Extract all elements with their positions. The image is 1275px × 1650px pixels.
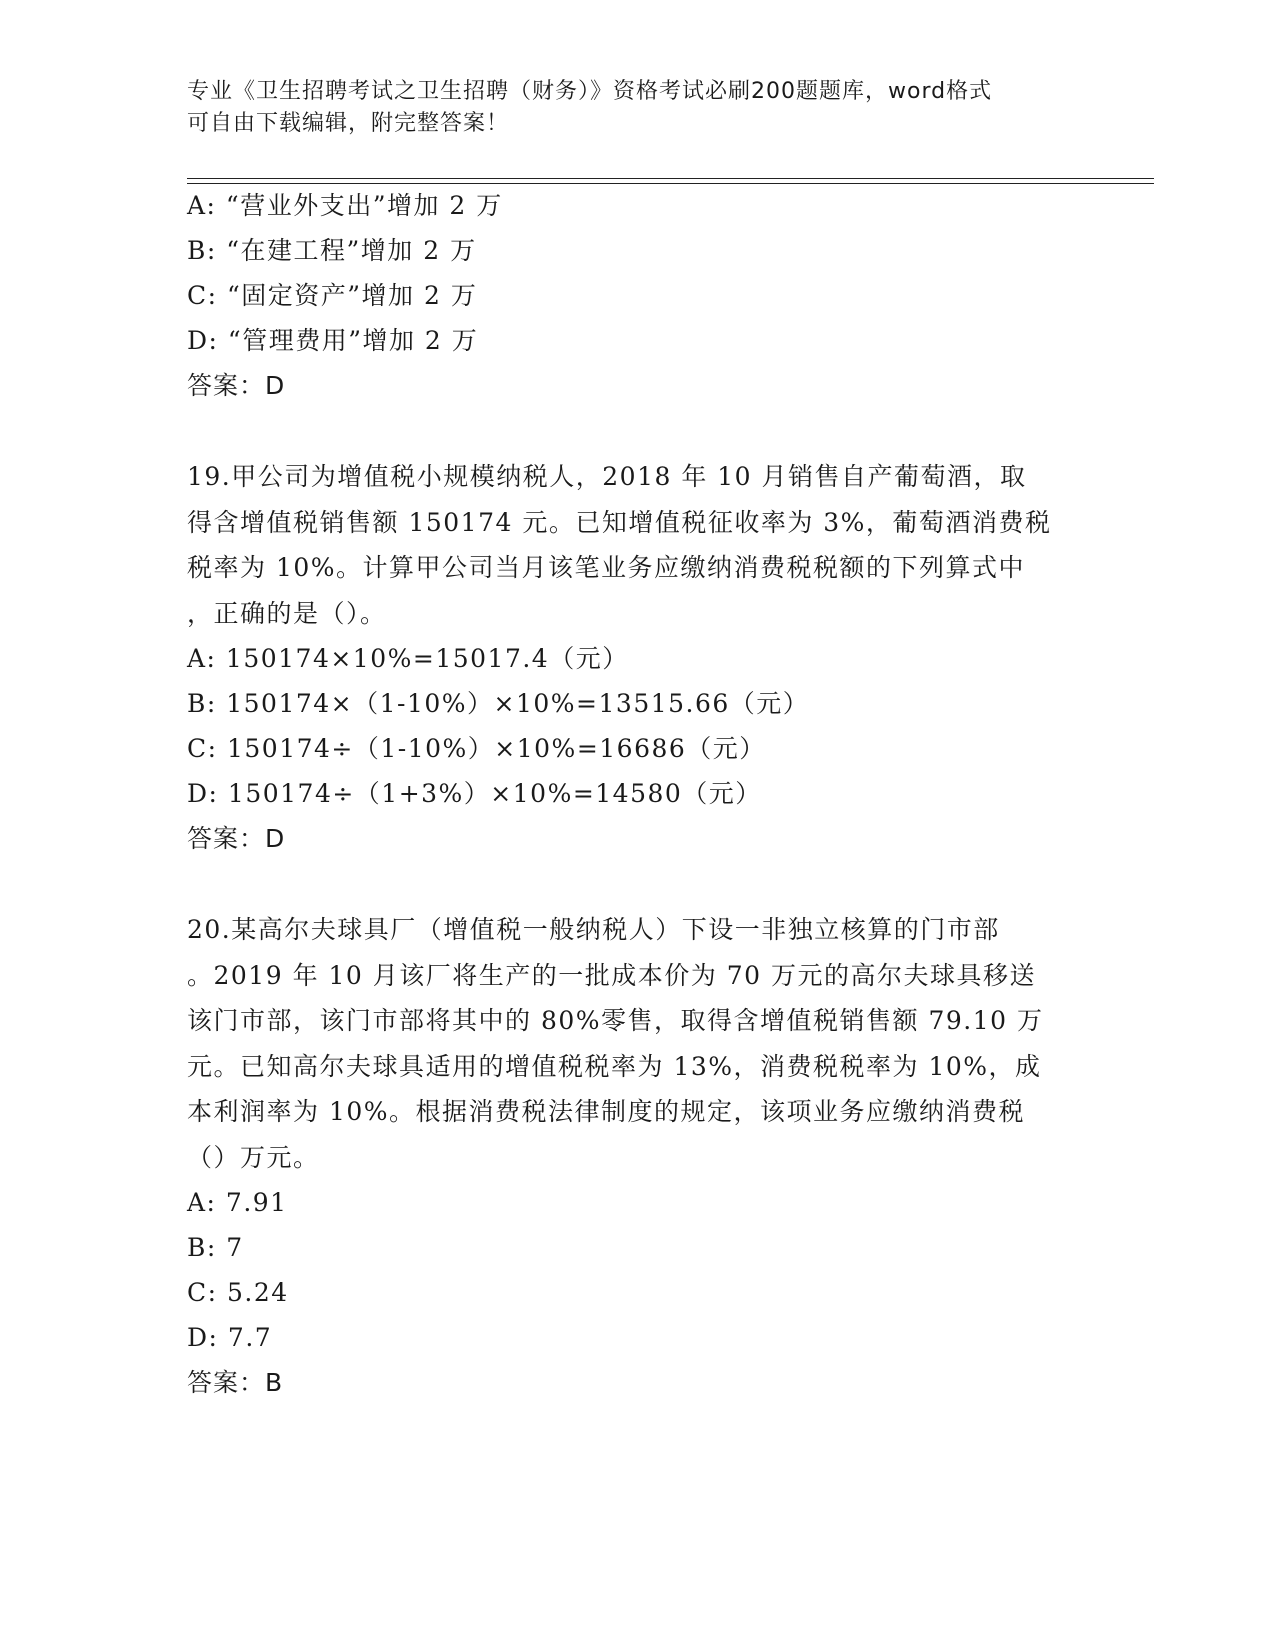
q18-option-b: B: “在建工程”增加 2 万: [187, 236, 477, 265]
q20-stem-line: （）万元。: [187, 1142, 320, 1172]
header-title-line-1: 专业《卫生招聘考试之卫生招聘（财务）》资格考试必刷200题题库，word格式: [187, 79, 993, 104]
q19-stem: [187, 454, 1087, 636]
q19-stem-line: 19.甲公司为增值税小规模纳税人，2018 年 10 月销售自产葡萄酒，取: [187, 462, 1027, 491]
q19-stem-line: ，正确的是（）。: [187, 598, 387, 628]
q19-answer: 答案：D: [187, 824, 286, 853]
q20-option-a: A: 7.91: [187, 1188, 288, 1217]
q18-option-a: A: “营业外支出”增加 2 万: [187, 191, 503, 220]
q18-option-c: C: “固定资产”增加 2 万: [187, 281, 478, 310]
q20-stem: [187, 907, 1087, 1180]
q20-stem-line: 20.某高尔夫球具厂（增值税一般纳税人）下设一非独立核算的门市部: [187, 915, 1000, 944]
q19-option-d: D: 150174÷（1+3%）×10%=14580（元）: [187, 779, 762, 808]
q20-stem-line: 本利润率为 10%。根据消费税法律制度的规定，该项业务应缴纳消费税: [187, 1097, 1026, 1126]
q20-option-c: C: 5.24: [187, 1278, 289, 1307]
q20-option-d: D: 7.7: [187, 1323, 273, 1352]
q19-stem-line: 税率为 10%。计算甲公司当月该笔业务应缴纳消费税税额的下列算式中: [187, 553, 1026, 582]
q18-answer: 答案：D: [187, 371, 286, 400]
q20-stem-line: 该门市部，该门市部将其中的 80%零售，取得含增值税销售额 79.10 万: [187, 1006, 1044, 1035]
q19-stem-line: 得含增值税销售额 150174 元。已知增值税征收率为 3%，葡萄酒消费税: [187, 507, 1052, 537]
page-header: [187, 76, 1067, 140]
q20-stem-line: 。2019 年 10 月该厂将生产的一批成本价为 70 万元的高尔夫球具移送: [187, 960, 1036, 990]
q19-option-b: B: 150174×（1-10%）×10%=13515.66（元）: [187, 689, 810, 718]
q19-option-a: A: 150174×10%=15017.4（元）: [187, 644, 629, 673]
header-title-line-2: 可自由下载编辑，附完整答案！: [187, 111, 510, 136]
q19-option-c: C: 150174÷（1-10%）×10%=16686（元）: [187, 734, 766, 763]
q20-stem-line: 元。已知高尔夫球具适用的增值税税率为 13%，消费税税率为 10%，成: [187, 1051, 1042, 1081]
q18-option-d: D: “管理费用”增加 2 万: [187, 326, 479, 355]
q20-option-b: B: 7: [187, 1233, 244, 1262]
q20-answer: 答案：B: [187, 1368, 284, 1397]
